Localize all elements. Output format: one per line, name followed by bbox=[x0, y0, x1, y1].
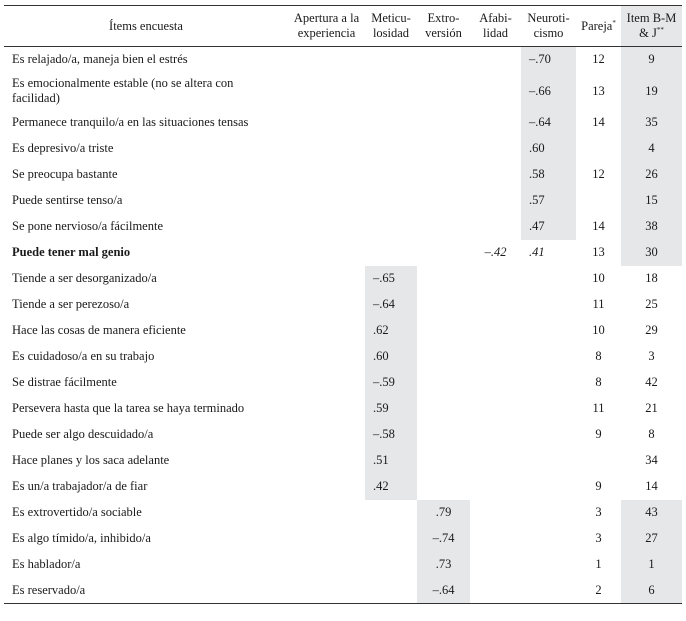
item-bmj-value: 3 bbox=[648, 349, 655, 363]
pareja-value: 11 bbox=[592, 401, 605, 415]
meticulosidad-value: –.58 bbox=[365, 422, 417, 448]
neuroticismo-value: .60 bbox=[521, 136, 576, 162]
apertura-value bbox=[288, 214, 365, 240]
meticulosidad-value bbox=[365, 526, 417, 552]
header-extroversion: Extro- versión bbox=[417, 6, 470, 47]
neuroticismo-value bbox=[521, 292, 576, 318]
item-bmj-value: 14 bbox=[645, 479, 658, 493]
meticulosidad-value bbox=[365, 240, 417, 266]
apertura-value bbox=[288, 136, 365, 162]
meticulosidad-value: .62 bbox=[365, 318, 417, 344]
extroversion-value bbox=[417, 370, 470, 396]
factor-loadings-table bbox=[4, 5, 682, 604]
header-neuroticismo: Neuroti- cismo bbox=[521, 6, 576, 47]
meticulosidad-value bbox=[365, 214, 417, 240]
table-row bbox=[4, 396, 682, 422]
meticulosidad-value bbox=[365, 110, 417, 136]
afabilidad-value bbox=[470, 422, 521, 448]
item-label: Es hablador/a bbox=[12, 557, 81, 571]
header-pareja: Pareja* bbox=[576, 6, 621, 47]
apertura-value bbox=[288, 552, 365, 578]
pareja-value: 13 bbox=[592, 83, 605, 98]
apertura-value bbox=[288, 162, 365, 188]
extroversion-value bbox=[417, 162, 470, 188]
apertura-value bbox=[288, 578, 365, 604]
apertura-value bbox=[288, 344, 365, 370]
neuroticismo-value bbox=[521, 396, 576, 422]
meticulosidad-value bbox=[365, 500, 417, 526]
item-label: Es un/a trabajador/a de fiar bbox=[12, 479, 148, 493]
table-row bbox=[4, 526, 682, 552]
pareja-value: 14 bbox=[592, 219, 605, 233]
afabilidad-value bbox=[470, 136, 521, 162]
item-label: Se distrae fácilmente bbox=[12, 375, 117, 389]
afabilidad-value bbox=[470, 318, 521, 344]
meticulosidad-value bbox=[365, 188, 417, 214]
header-afabilidad: Afabi- lidad bbox=[470, 6, 521, 47]
neuroticismo-value bbox=[521, 344, 576, 370]
table-row bbox=[4, 266, 682, 292]
extroversion-value bbox=[417, 73, 470, 110]
neuroticismo-value bbox=[521, 422, 576, 448]
item-label: Tiende a ser desorganizado/a bbox=[12, 271, 157, 285]
neuroticismo-value bbox=[521, 526, 576, 552]
meticulosidad-value: .42 bbox=[365, 474, 417, 500]
neuroticismo-value bbox=[521, 370, 576, 396]
afabilidad-value bbox=[470, 266, 521, 292]
afabilidad-value bbox=[470, 73, 521, 110]
item-label: Hace planes y los saca adelante bbox=[12, 453, 170, 467]
apertura-value bbox=[288, 318, 365, 344]
item-bmj-value: 34 bbox=[645, 453, 658, 467]
neuroticismo-value: .57 bbox=[521, 188, 576, 214]
apertura-value bbox=[288, 370, 365, 396]
meticulosidad-value: –.59 bbox=[365, 370, 417, 396]
neuroticismo-value: –.70 bbox=[521, 47, 576, 73]
afabilidad-value bbox=[470, 578, 521, 604]
extroversion-value: .79 bbox=[417, 500, 470, 526]
item-bmj-value: 18 bbox=[645, 271, 658, 285]
item-bmj-value: 21 bbox=[645, 401, 658, 415]
item-bmj-value: 4 bbox=[621, 136, 682, 162]
meticulosidad-value bbox=[365, 552, 417, 578]
neuroticismo-value: .58 bbox=[521, 162, 576, 188]
table-row bbox=[4, 240, 682, 266]
item-label: Es emocionalmente estable (no se altera con facilidad) bbox=[12, 76, 234, 105]
pareja-value: 10 bbox=[592, 271, 605, 285]
neuroticismo-value bbox=[521, 578, 576, 604]
item-label: Hace las cosas de manera eficiente bbox=[12, 323, 186, 337]
item-bmj-value: 30 bbox=[621, 240, 682, 266]
table-row bbox=[4, 344, 682, 370]
pareja-value bbox=[576, 188, 621, 214]
extroversion-value bbox=[417, 422, 470, 448]
neuroticismo-value bbox=[521, 266, 576, 292]
extroversion-value bbox=[417, 136, 470, 162]
table-row bbox=[4, 422, 682, 448]
pareja-value bbox=[576, 136, 621, 162]
item-bmj-value: 35 bbox=[621, 110, 682, 136]
header-item-bmj: Item B-M & J** bbox=[621, 6, 682, 47]
item-label: Puede sentirse tenso/a bbox=[12, 193, 123, 207]
extroversion-value bbox=[417, 110, 470, 136]
item-bmj-value: 38 bbox=[621, 214, 682, 240]
afabilidad-value bbox=[470, 474, 521, 500]
item-bmj-value: 15 bbox=[621, 188, 682, 214]
neuroticismo-value bbox=[521, 552, 576, 578]
pareja-value: 11 bbox=[592, 297, 605, 311]
meticulosidad-value bbox=[365, 136, 417, 162]
item-bmj-value: 9 bbox=[621, 47, 682, 73]
afabilidad-value bbox=[470, 344, 521, 370]
pareja-value bbox=[576, 448, 621, 474]
extroversion-value bbox=[417, 292, 470, 318]
extroversion-value bbox=[417, 396, 470, 422]
item-label: Se pone nervioso/a fácilmente bbox=[12, 219, 163, 233]
meticulosidad-value: .51 bbox=[365, 448, 417, 474]
extroversion-value bbox=[417, 448, 470, 474]
header-items: Ítems encuesta bbox=[4, 6, 288, 47]
item-label: Se preocupa bastante bbox=[12, 167, 118, 181]
pareja-value: 9 bbox=[595, 427, 602, 441]
pareja-value: 14 bbox=[592, 115, 605, 129]
pareja-value: 1 bbox=[595, 557, 602, 571]
item-label: Es relajado/a, maneja bien el estrés bbox=[12, 52, 188, 67]
extroversion-value bbox=[417, 240, 470, 266]
meticulosidad-value bbox=[365, 73, 417, 110]
pareja-value: 8 bbox=[595, 375, 602, 389]
apertura-value bbox=[288, 240, 365, 266]
apertura-value bbox=[288, 526, 365, 552]
extroversion-value bbox=[417, 266, 470, 292]
table-row bbox=[4, 47, 682, 73]
apertura-value bbox=[288, 110, 365, 136]
apertura-value bbox=[288, 73, 365, 110]
table-row bbox=[4, 110, 682, 136]
table-row bbox=[4, 162, 682, 188]
table-row bbox=[4, 318, 682, 344]
header-apertura: Apertura a la experiencia bbox=[288, 6, 365, 47]
item-bmj-value: 25 bbox=[645, 297, 658, 311]
item-label: Es cuidadoso/a en su trabajo bbox=[12, 349, 155, 363]
item-bmj-value: 1 bbox=[621, 552, 682, 578]
neuroticismo-value: .47 bbox=[521, 214, 576, 240]
afabilidad-value bbox=[470, 47, 521, 73]
pareja-value: 12 bbox=[592, 52, 605, 67]
meticulosidad-value: .60 bbox=[365, 344, 417, 370]
table-row bbox=[4, 370, 682, 396]
meticulosidad-value: –.65 bbox=[365, 266, 417, 292]
afabilidad-value bbox=[470, 188, 521, 214]
afabilidad-value bbox=[470, 370, 521, 396]
table-row bbox=[4, 500, 682, 526]
meticulosidad-value: –.64 bbox=[365, 292, 417, 318]
meticulosidad-value bbox=[365, 162, 417, 188]
extroversion-value bbox=[417, 474, 470, 500]
neuroticismo-value: .41 bbox=[529, 245, 545, 259]
extroversion-value bbox=[417, 318, 470, 344]
pareja-value: 3 bbox=[595, 531, 602, 545]
afabilidad-value bbox=[470, 526, 521, 552]
item-label: Es algo tímido/a, inhibido/a bbox=[12, 531, 151, 545]
extroversion-value bbox=[417, 214, 470, 240]
item-bmj-value: 26 bbox=[621, 162, 682, 188]
table-row bbox=[4, 578, 682, 604]
table-row bbox=[4, 214, 682, 240]
pareja-value: 9 bbox=[595, 479, 602, 493]
item-label: Puede ser algo descuidado/a bbox=[12, 427, 154, 441]
table-row bbox=[4, 448, 682, 474]
apertura-value bbox=[288, 448, 365, 474]
item-bmj-value: 19 bbox=[621, 73, 682, 110]
afabilidad-value bbox=[470, 500, 521, 526]
pareja-value: 10 bbox=[592, 323, 605, 337]
afabilidad-value bbox=[470, 214, 521, 240]
item-bmj-value: 27 bbox=[621, 526, 682, 552]
apertura-value bbox=[288, 266, 365, 292]
neuroticismo-value: –.66 bbox=[521, 73, 576, 110]
table-row bbox=[4, 73, 682, 110]
extroversion-value bbox=[417, 47, 470, 73]
table-row bbox=[4, 292, 682, 318]
afabilidad-value bbox=[470, 396, 521, 422]
neuroticismo-value bbox=[521, 474, 576, 500]
table-header bbox=[4, 6, 682, 47]
afabilidad-value bbox=[470, 292, 521, 318]
item-label: Permanece tranquilo/a en las situaciones tensas bbox=[12, 115, 249, 129]
item-bmj-value: 6 bbox=[621, 578, 682, 604]
table-row bbox=[4, 136, 682, 162]
item-bmj-value: 8 bbox=[648, 427, 655, 441]
afabilidad-value: –.42 bbox=[484, 245, 507, 259]
apertura-value bbox=[288, 422, 365, 448]
afabilidad-value bbox=[470, 110, 521, 136]
afabilidad-value bbox=[470, 162, 521, 188]
neuroticismo-value bbox=[521, 448, 576, 474]
table-row bbox=[4, 474, 682, 500]
item-label: Puede tener mal genio bbox=[12, 245, 131, 259]
extroversion-value: .73 bbox=[417, 552, 470, 578]
extroversion-value bbox=[417, 344, 470, 370]
meticulosidad-value bbox=[365, 47, 417, 73]
pareja-value: 2 bbox=[576, 578, 621, 604]
item-bmj-value: 42 bbox=[645, 375, 658, 389]
header-meticulosidad: Meticu- losidad bbox=[365, 6, 417, 47]
afabilidad-value bbox=[470, 552, 521, 578]
apertura-value bbox=[288, 396, 365, 422]
neuroticismo-value bbox=[521, 318, 576, 344]
neuroticismo-value: –.64 bbox=[521, 110, 576, 136]
table-body bbox=[4, 47, 682, 604]
item-label: Es extrovertido/a sociable bbox=[12, 505, 142, 519]
afabilidad-value bbox=[470, 448, 521, 474]
neuroticismo-value bbox=[521, 500, 576, 526]
extroversion-value bbox=[417, 188, 470, 214]
extroversion-value: –.74 bbox=[417, 526, 470, 552]
pareja-value: 8 bbox=[595, 349, 602, 363]
apertura-value bbox=[288, 500, 365, 526]
item-label: Es depresivo/a triste bbox=[12, 141, 114, 155]
meticulosidad-value: .59 bbox=[365, 396, 417, 422]
meticulosidad-value bbox=[365, 578, 417, 604]
pareja-value: 13 bbox=[592, 245, 605, 259]
table-row bbox=[4, 188, 682, 214]
apertura-value bbox=[288, 292, 365, 318]
item-bmj-value: 43 bbox=[621, 500, 682, 526]
apertura-value bbox=[288, 188, 365, 214]
apertura-value bbox=[288, 474, 365, 500]
item-label: Es reservado/a bbox=[4, 578, 288, 604]
table-row bbox=[4, 552, 682, 578]
item-bmj-value: 29 bbox=[645, 323, 658, 337]
apertura-value bbox=[288, 47, 365, 73]
item-label: Persevera hasta que la tarea se haya terminado bbox=[12, 401, 245, 415]
pareja-value: 12 bbox=[592, 167, 605, 181]
pareja-value: 3 bbox=[595, 505, 602, 519]
item-label: Tiende a ser perezoso/a bbox=[12, 297, 130, 311]
extroversion-value: –.64 bbox=[417, 578, 470, 604]
